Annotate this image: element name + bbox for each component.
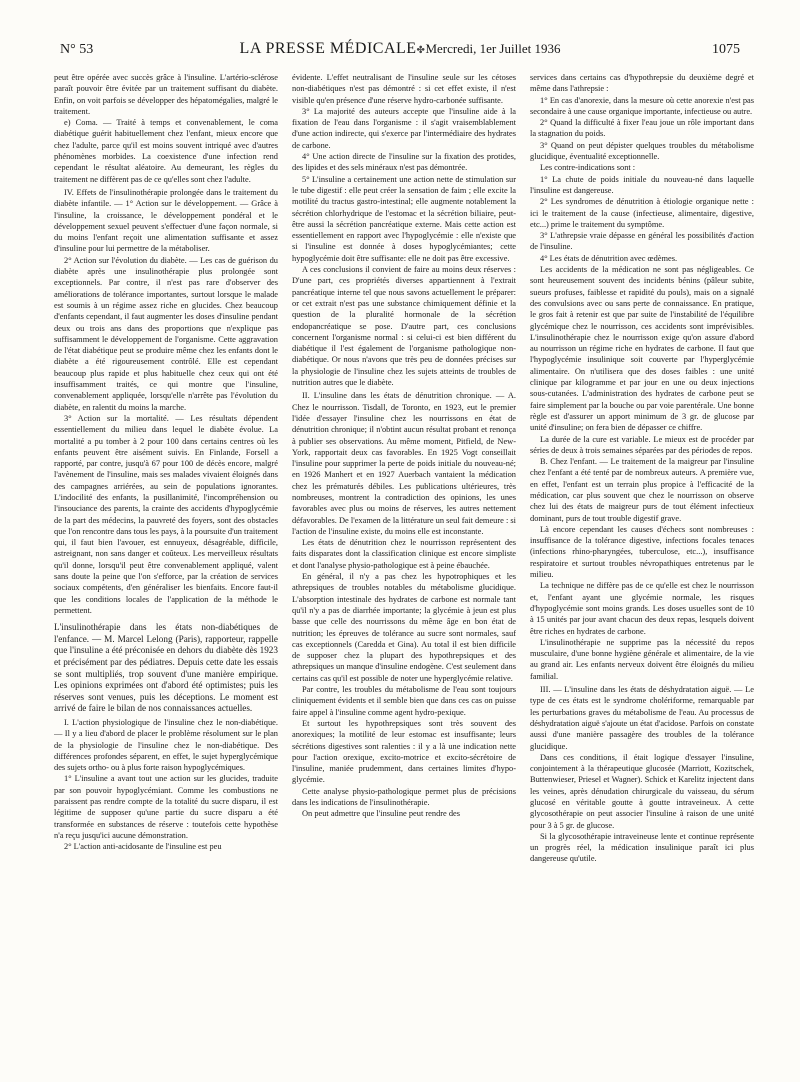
list-item: 1° En cas d'anorexie, dans la mesure où cette anorexie n'est pas secondaire à une cause organique importante, infectieuse ou autre. — [530, 95, 754, 116]
section-paragraph: III. — L'insuline dans les états de déshydratation aiguë. — Le type de ces états est le syndrome cholériforme, remarquable par les perturbations graves du métabolisme de l'eau. Au processus de déshydratation aiguë s'ajoute un état d'acidose. Parfois on constate aussi d'une manière passagère des troubles de la tolérance glucidique. — [530, 685, 754, 751]
paragraph: 3° La majorité des auteurs accepte que l'insuline aide à la fixation de l'eau dans l'organisme : il s'agit vraisemblablement d'une action indirecte, qui s'exerce par l'intermédiaire des hydrates de carbone. — [292, 106, 516, 150]
list-item: 3° L'athrepsie vraie dépasse en général les possibilités d'action de l'insuline. — [530, 231, 754, 252]
paragraph: Si la glycosothérapie intraveineuse lente et continue représente un progrès réel, la médication insulinique paraît ici plus dangereuse qu'utile. — [530, 831, 754, 864]
list-item: 1° La chute de poids initiale du nouveau-né dans laquelle l'insuline est dangereuse. — [530, 174, 754, 195]
list-item: 3° Quand on peut dépister quelques troubles du métabolisme glucidique, éventualité exceptionnelle. — [530, 140, 754, 162]
paragraph: Les accidents de la médication ne sont pas négligeables. Ce sont heureusement souvent des incidents bénins (pâleur subite, sueurs profuses, faiblesse et rapidité du pouls), mais on a signalé des convulsions avec ou sans perte de connaissance. En pratique, le gros fait à retenir est que par suite de l'instabilité de l'équilibre glycémique chez le nourrisson, ces accidents sont imprévisibles. L'insulinothérapie chez le nourrisson exige qu'on assure d'abord au nourrisson un régime riche en hydrates de carbone. Il faut que l'hypoglycémie insulinique soit couverte par l'hyperglycémie alimentaire. On n'utilisera que des doses faibles : une unité clinique par kilogramme et par jour en une ou deux injections sous-cutanées. L'administration des hydrates de carbone peut se faire simplement par la bouche ou par voie parentérale. Une bonne règle est d'assurer un apport minimum de 3 gr. de glucose par unité d'insuline; on fera bien de dépasser ce chiffre. — [530, 265, 754, 433]
list-item: 4° Les états de dénutrition avec œdèmes. — [540, 253, 678, 263]
paragraph: Les contre-indications sont : — [540, 163, 636, 173]
journal-masthead — [240, 40, 561, 58]
paragraph: En général, il n'y a pas chez les hypotrophiques et les athrepsiques de troubles notables du métabolisme glucidique. L'absorption intestinale des hydrates de carbone est normale tant qu'il n'y a pas de diarrhée importante; la glycémie à jeun est plus basse que celle des nourrissons du même âge en bon état de nutrition; les épreuves de tolérance au sucre sont normales, sauf cas exceptionnels (Caredda et Gina). Au total il est bien difficile de supposer chez la plupart des hypothrepsiques et des athrepsiques un manque d'insuline endogène. C'est seulement dans certains cas qu'il est possible de noter une hyperglycémie relative. — [292, 572, 516, 683]
paragraph: 5° L'insuline a certainement une action nette de stimulation sur le tube digestif : elle peut créer la sensation de faim ; elle excite la motilité du tractus gastro-intestinal; elle augmente notablement la sécrétion chlorhydrique de l'estomac et la sécrétion biliaire, peut-être aussi la sécrétion pancréatique externe. Mais cette action est essentiellement en rapport avec l'hypoglycémie : elle n'existe que si l'insuline est donnée à doses hypoglycémiantes; cette hypoglycémie doit être suffisante: elle ne doit pas être excessive. — [292, 174, 516, 263]
paragraph: Cette analyse physio-pathologique permet plus de précisions dans les indications de l'insulinothérapie. — [292, 786, 516, 807]
section-paragraph: IV. Effets de l'insulinothérapie prolongée dans le traitement du diabète infantile. — 1° Action sur le développement. — Grâce à l'insuline, la croissance, le développement pondéral et le développement sexuel peuvent s'effectuer d'une façon normale, si du moins l'enfant reçoit une alimentation suffisante et assez d'insuline pour lui permettre de la métaboliser. — [54, 187, 278, 254]
issue-date: Mercredi, 1er Juillet 1936 — [425, 41, 561, 56]
column-1 — [54, 72, 278, 1067]
section-paragraph: I. L'action physiologique de l'insuline chez le non-diabétique. — Il y a lieu d'abord de placer le problème résolument sur le plan de la physiologie de l'insuline chez le non-diabétique. Des différences profondes séparent, en effet, le sujet hyperglycémique des sujets ortho- ou à plus forte raison hypoglycémiques. — [54, 718, 278, 773]
column-2 — [292, 72, 516, 1067]
paragraph: évidente. L'effet neutralisant de l'insuline seule sur les cétoses non-diabétiques n'est pas démontré : si cet effet existe, il n'est visible qu'en présence d'une réserve hydro-carbonée suffisante. — [292, 73, 516, 105]
list-item: 2° Les syndromes de dénutrition à étiologie organique nette : ici le traitement de la cause (infectieuse, alimentaire, digestive, etc...) prime le traitement du symptôme. — [530, 197, 754, 229]
article-heading: L'insulinothérapie dans les états non-diabétiques de l'enfance. — M. Marcel Lelong (Paris), rapporteur, rappelle que l'insuline a été préconisée en dehors du diabète dès 1923 et précisément par des pédiatres. Depuis cette date les essais se sont multipliés, trop souvent d'une manière empirique. Les opinions exprimées ont d'abord été optimistes; puis les réserves sont venues, puis les déceptions. Le moment est arrivé de faire le bilan de nos connaissances actuelles. — [54, 622, 278, 714]
paragraph: 2° L'action anti-acidosante de l'insuline est peu — [64, 842, 222, 852]
paragraph: On peut admettre que l'insuline peut rendre des — [302, 809, 461, 819]
paragraph: La technique ne diffère pas de ce qu'elle est chez le nourrisson et, l'enfant ayant une glycémie normale, les risques d'hypoglycémie sont moins grands. Les doses usuelles sont de 10 à 15 unités par jour avant chacun des deux repas, lesquels doivent être riches en hydrates de carbone. — [530, 581, 754, 636]
journal-title: LA PRESSE MÉDICALE — [239, 40, 417, 57]
paragraph: 2° Action sur l'évolution du diabète. — Les cas de guérison du diabète après une insulinothérapie plus prolongée sont exceptionnels. Par contre, il n'est pas rare d'observer des améliorations de tolérance importantes, surtout lorsque le malade est soumis à un régime assez riche en glucides. Chez beaucoup d'enfants cependant, il faut augmenter les doses d'insuline pendant deux ou trois ans dans des proportions que n'explique pas suffisamment le développement de l'organisme. Cette aggravation de l'état diabétique peut se produire même chez les enfants dont le diabète a été rigoureusement contrôlé. Elle est cependant beaucoup plus rapide et plus habituelle chez ceux qui ont été insuffisamment traités, ce qui montre que l'insuline, convenablement appliquée, lorsqu'elle n'arrête pas l'évolution du diabète, en ralentit du moins la marche. — [54, 255, 278, 412]
article-body — [54, 72, 754, 1067]
paragraph: Et surtout les hypothrepsiques sont très souvent des anorexiques; la motilité de leur estomac est insuffisante; leurs sécrétions digestives sont ralenties : il y a là une indication nette pour l'action orexique, excito-motrice et excito-sécrétoire de l'insuline, maniée prudemment, dans certaines limites d'hypo-glycémie. — [292, 718, 516, 785]
ornament-icon: ✤ — [416, 45, 426, 56]
section-paragraph: II. L'insuline dans les états de dénutrition chronique. — A. Chez le nourrisson. Tisdall, de Toronto, en 1923, eut le premier l'idée d'essayer l'insuline chez les nourrissons en état de dénutrition chronique; il n'obtint aucun résultat probant et renonça à publier ses observations. Au même moment, Pitfield, de New-York, rapportait deux cas favorables. En 1925 Vogt conseillait l'insuline pour supprimer la perte de poids initiale du nouveau-né; en 1926 Manhert et en 1927 Auerbach vantaient la médication chez les prématurés débiles. Les publications ultérieures, très nombreuses, montrent la contradiction des opinions, les unes favorables avec plus ou moins de réserves, les autres nettement défavorables. De l'examen de la littérature un seul fait demeure : si l'action de l'insuline existe, du moins elle est inconstante. — [292, 391, 516, 536]
column-3 — [530, 72, 754, 1067]
list-item: 2° Quand la difficulté à fixer l'eau joue un rôle important dans la stagnation du poids. — [530, 118, 754, 139]
paragraph: services dans certains cas d'hypothrepsie du deuxième degré et même dans l'athrepsie : — [530, 73, 754, 94]
paragraph: L'insulinothérapie ne supprime pas la nécessité du repos musculaire, d'une bonne hygiène générale et alimentaire, de la vie au grand air. Les enfants nerveux doivent être éloignés du milieu familial. — [530, 637, 754, 681]
paragraph: Les états de dénutrition chez le nourrisson représentent des faits disparates dont la classification clinique est encore simpliste et dont l'analyse physio-pathologique est à peine ébauchée. — [292, 538, 516, 570]
paragraph: peut être opérée avec succès grâce à l'insuline. L'artério-sclérose paraît pouvoir être évitée par un traitement suffisant du diabète. Enfin, on voit parfois se développer des hépatomégalies, malgré le traitement. — [54, 73, 278, 116]
page-number: 1075 — [712, 42, 740, 57]
paragraph: Là encore cependant les causes d'échecs sont nombreuses : insuffisance de la tolérance digestive, infections focales tenaces (infections rhino-pharyngées, tuberculose, etc...), insuffisance respiratoire et surtout troubles névropathiques entretenus par le milieu. — [530, 524, 754, 580]
paragraph: Dans ces conditions, il était logique d'essayer l'insuline, conjointement à la thérapeutique glucosée (Marriott, Kozitschek, Buttenwieser, Priesel et Wagner). Schick et Karelitz injectent dans les veines, après dénudation chirurgicale du vaisseau, du sérum glucosé en véritable goutte à goutte intraveineux. A cette glycosothérapie on peut associer l'insuline à raison de une unité pour 3 à 5 gr. de glucose. — [530, 752, 754, 830]
paragraph: 1° L'insuline a avant tout une action sur les glucides, traduite par son pouvoir hypoglycémiant. Comme les combustions ne paraissent pas rendre compte de la totalité du sucre disparu, il est légitime de supposer qu'une partie du sucre disparu a été transformée en substances de réserve : toutefois cette hypothèse n'a reçu jusqu'ici aucune démonstration. — [54, 774, 278, 840]
issue-number: N° 53 — [60, 42, 94, 57]
paragraph: B. Chez l'enfant. — Le traitement de la maigreur par l'insuline chez l'enfant a été tenté par de nombreux auteurs. A première vue, en effet, l'enfant est un terrain plus propice à l'efficacité de la médication, car plus souvent que chez le nourrisson on observe chez lui des états de maigreur purs de tout élément infectieux dominant, purs de tout trouble digestif grave. — [530, 457, 754, 523]
paragraph: A ces conclusions il convient de faire au moins deux réserves : D'une part, ces propriétés diverses appartiennent à l'extrait pancréatique interne tel que nous savons actuellement le préparer: or cet extrait n'est pas une substance chimiquement définie et la question de la pluralité hormonale de la sécrétion endopancréatique se pose. D'autre part, ces conclusions concernent l'organisme normal : si celui-ci est bien différent du diabétique il l'est également de l'organisme pathologique non-diabétique. Or nous n'avons que très peu de données précises sur la physiologie de l'insuline chez les sujets atteints de troubles de nutrition autres que le diabète. — [292, 265, 516, 388]
paragraph: 3° Action sur la mortalité. — Les résultats dépendent essentiellement du milieu dans lequel le diabète évolue. La mortalité a pu tomber à 2 pour 100 dans certains centres où les enfants peuvent être aisément suivis. En Finlande, Forsell a rapporté, par contre, jusqu'à 67 pour 100 de décès encore, malgré l'avènement de l'insuline, mais ses malades vivaient éloignés dans des campagnes arriérées, au sein de populations ignorantes. L'indocilité des enfants, la pusillanimité, l'incompréhension ou l'insouciance des parents, la crainte des accidents d'hypoglycémie de la part des médecins, la pauvreté des foyers, sont des obstacles que l'on rencontre dans tous les pays, à la poursuite d'un traitement qui, il faut bien l'avouer, est ennuyeux, désagréable, difficile, astreignant, non sans danger et coûteux. Les merveilleux résultats qu'il donne, lorsqu'il peut être convenablement appliqué, valent sans doute la peine que l'on s'efforce, par la création de services sociaux compétents, d'en généraliser les bienfaits. Encore faut-il que les conditions locales de l'application de la méthode le permettent. — [54, 413, 278, 615]
paragraph: e) Coma. — Traité à temps et convenablement, le coma diabétique guérit habituellement chez l'enfant, mieux encore que chez l'adulte, parce qu'il est moins souvent intriqué avec d'autres phénomènes morbides. La coexistence d'une infection rend cependant le résultat aléatoire. Au demeurant, les règles du traitement ne diffèrent pas de ce qu'elles sont chez l'adulte. — [54, 118, 278, 184]
paragraph: Par contre, les troubles du métabolisme de l'eau sont toujours cliniquement évidents et il semble bien que dans ces cas on puisse faire appel à l'insuline comme agent hydro-pexique. — [292, 685, 516, 717]
paragraph: 4° Une action directe de l'insuline sur la fixation des protides, des lipides et des sels minéraux n'est pas démontrée. — [292, 152, 516, 173]
page-header — [60, 40, 740, 62]
paragraph: La durée de la cure est variable. Le mieux est de procéder par séries de deux à trois semaines séparées par des périodes de repos. — [530, 434, 754, 455]
